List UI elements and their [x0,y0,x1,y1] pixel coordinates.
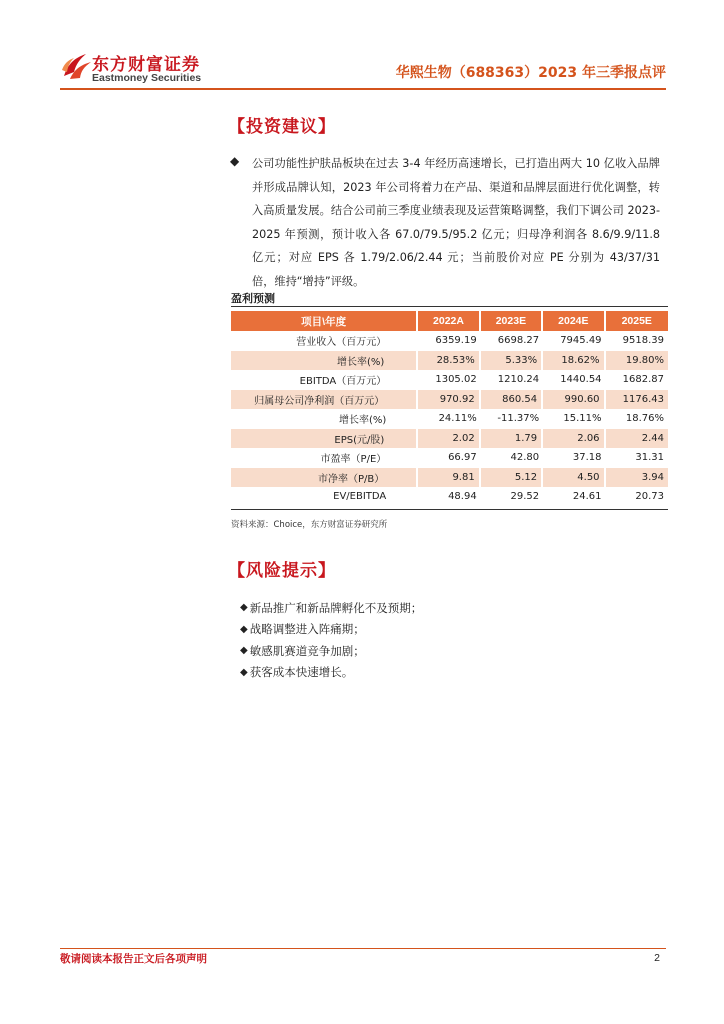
table-header-row [231,311,668,331]
diamond-bullet-icon: ◆ [240,645,248,657]
investment-advice-text: 公司功能性护肤品板块在过去 3-4 年经历高速增长，已打造出两大 10 亿收入品牌并形成品牌认知，2023 年公司将着力在产品、渠道和品牌层面进行优化调整，转入高质量发展。结合公司前三季度业绩表现及运营策略调整，我们下调公司 2023-2025 年预测，预计收入各 67.0/79.5/95.2 亿元；归母净利润各 8.6/9.9/11.8 亿元；对应 EPS 各 1.79/2.06/2.44 元；当前股价对应 PE 分别为 43/37/31 倍，维持“增持”评级。 [252,157,660,288]
footer-divider [60,948,666,949]
table-row [231,390,668,410]
report-title: 华熙生物（688363）2023 年三季报点评 [395,65,666,81]
diamond-bullet-icon: ◆ [240,623,248,635]
table-cell: 970.92 [418,390,480,410]
row-label: 市盈率（P/E） [320,454,387,466]
table-row [231,331,668,351]
diamond-bullet-icon: ◆ [230,154,240,168]
table-cell: 9.81 [418,468,480,488]
row-label: 归属母公司净利润（百万元） [231,390,418,410]
logo-chinese-name: 东方财富证券 [92,55,200,75]
table-cell: 1305.02 [435,374,477,386]
risk-list [240,597,660,683]
page-number: 2 [654,952,660,964]
column-header: 2024E [543,311,605,331]
table-row [231,487,668,507]
earnings-forecast-table [231,311,668,507]
diamond-bullet-icon: ◆ [240,666,248,678]
risk-warning-title: 【风险提示】 [228,561,336,581]
column-header: 项目\年度 [231,311,418,331]
page-header [60,44,666,86]
eastmoney-logo-icon [60,50,94,82]
row-label: EPS(元/股) [231,429,418,449]
table-row [231,409,668,429]
eastmoney-logo [60,48,220,88]
table-cell: 5.12 [481,468,543,488]
column-header: 2025E [606,311,668,331]
data-source-note: 资料来源：Choice，东方财富证券研究所 [231,520,388,530]
table-cell: 20.73 [635,491,664,503]
row-label: 市净率（P/B） [231,468,418,488]
table-cell: 7945.49 [560,335,602,347]
table-cell: 1210.24 [497,374,540,386]
table-cell: 19.80% [606,351,668,371]
table-row [231,448,668,468]
table-cell: 1176.43 [606,390,668,410]
risk-item-text: 获客成本快速增长。 [249,665,354,680]
table-cell: 18.76% [625,413,664,425]
table-row [231,468,668,488]
list-item [240,619,660,641]
column-header: 2023E [481,311,543,331]
table-cell: 4.50 [543,468,605,488]
table-cell: 24.61 [572,491,602,503]
disclaimer-note: 敬请阅读本报告正文后各项声明 [60,953,207,965]
row-label: 增长率(%) [338,415,387,427]
table-cell: 6698.27 [497,335,540,347]
table-cell: 28.53% [418,351,480,371]
row-label: EV/EBITDA [333,491,387,503]
table-cell: 29.52 [510,491,540,503]
header-divider [60,88,666,90]
diamond-bullet-icon: ◆ [240,602,248,614]
forecast-table-bottom-rule [231,509,668,510]
table-cell: 48.94 [448,491,477,503]
table-cell: 2.06 [543,429,605,449]
investment-advice-title: 【投资建议】 [228,117,336,137]
row-label: 增长率(%) [231,351,418,371]
table-cell: 9518.39 [622,335,664,347]
table-cell: 2.02 [418,429,480,449]
list-item [240,662,660,684]
table-cell: 37.18 [572,452,602,464]
table-cell: 15.11% [563,413,602,425]
table-row [231,429,668,449]
table-cell: 2.44 [606,429,668,449]
risk-item-text: 敏感肌赛道竞争加剧； [249,643,365,658]
table-cell: 3.94 [606,468,668,488]
list-item [240,640,660,662]
risk-item-text: 战略调整进入阵痛期； [249,622,365,637]
forecast-table-top-rule [231,306,668,307]
table-cell: -11.37% [497,413,540,425]
table-cell: 6359.19 [435,335,477,347]
table-row [231,351,668,371]
row-label: EBITDA（百万元） [299,376,387,388]
table-cell: 1.79 [481,429,543,449]
table-cell: 18.62% [543,351,605,371]
forecast-table-caption: 盈利预测 [231,292,275,305]
table-cell: 990.60 [543,390,605,410]
table-cell: 1440.54 [560,374,602,386]
table-cell: 66.97 [448,452,477,464]
logo-english-name: Eastmoney Securities [92,72,202,84]
table-cell: 31.31 [635,452,664,464]
column-header: 2022A [418,311,480,331]
list-item [240,597,660,619]
table-cell: 24.11% [438,413,477,425]
risk-item-text: 新品推广和新品牌孵化不及预期； [249,600,423,615]
row-label: 营业收入（百万元） [296,337,387,349]
table-cell: 1682.87 [622,374,664,386]
table-cell: 42.80 [510,452,540,464]
table-row [231,370,668,390]
table-cell: 860.54 [481,390,543,410]
table-cell: 5.33% [481,351,543,371]
